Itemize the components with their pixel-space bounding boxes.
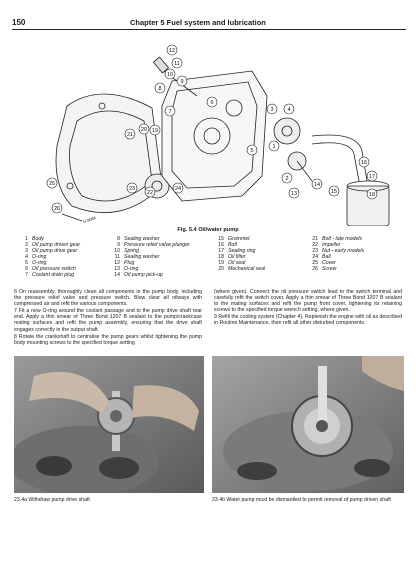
callout-3 — [267, 104, 277, 114]
legend-item: 13 O-ring — [114, 266, 139, 272]
callout-15 — [329, 186, 339, 196]
photo-caption-right: 23.4b Water pump must be dismantled to permit removal of pump driven shaft — [212, 497, 391, 503]
legend-item: 17 Sealing ring — [218, 248, 256, 254]
legend-column — [306, 236, 364, 272]
callout-12 — [167, 45, 177, 55]
callout-21 — [125, 129, 135, 139]
legend-item: 16 Bolt — [218, 242, 237, 248]
svg-text:26: 26 — [53, 206, 61, 212]
callout-2 — [282, 173, 292, 183]
paragraph: 7 Fit a new O-ring around the coolant passage and to the pump drive shaft rear end. Apply a thin smear of Three Bond 1207 B sealant to the pump/crankcase mating surfaces and refit the pump assembly, ensuring that the drive shaft engages correctly in the output shaft. — [14, 308, 202, 333]
legend-item: 11 Sealing washer — [114, 254, 160, 260]
callout-7 — [165, 106, 175, 116]
body-text-right — [214, 289, 402, 328]
svg-text:16: 16 — [360, 160, 368, 166]
legend-item: 6 Oil pressure switch — [25, 266, 76, 272]
svg-text:6: 6 — [210, 100, 214, 106]
svg-text:7: 7 — [168, 109, 172, 115]
svg-text:14: 14 — [313, 182, 321, 188]
legend-item: 23 Nut - early models — [312, 248, 365, 254]
photo-withdraw-shaft — [14, 356, 204, 493]
legend-item: 26 Screw — [312, 266, 337, 272]
paragraph: 8 Rotate the crankshaft to centralise the pump gears whilst tightening the pump body mounting screws to the specified torque setting — [14, 333, 202, 346]
svg-text:22: 22 — [146, 190, 154, 196]
legend-item: 4 O-ring — [25, 254, 47, 260]
callout-5 — [247, 145, 257, 155]
legend-item: 10 Spring — [114, 248, 139, 254]
exploded-diagram — [12, 36, 406, 226]
svg-text:24: 24 — [174, 186, 182, 192]
legend-item: 2 Oil pump driven gear — [25, 242, 81, 248]
callout-4 — [284, 104, 294, 114]
legend-column — [108, 236, 190, 278]
legend-item: 7 Coolant drain plug — [25, 272, 75, 278]
svg-text:19: 19 — [151, 128, 159, 134]
svg-text:12: 12 — [168, 48, 176, 54]
callout-17 — [367, 171, 377, 181]
callout-25 — [47, 178, 57, 188]
svg-text:9: 9 — [180, 79, 184, 85]
svg-text:3: 3 — [270, 107, 274, 113]
callout-9 — [177, 76, 187, 86]
diagram-stamp: H.8084 — [82, 215, 97, 225]
svg-text:5: 5 — [250, 148, 254, 154]
legend-item: 19 Oil seal — [218, 260, 246, 266]
svg-text:10: 10 — [166, 72, 174, 78]
callout-24 — [173, 183, 183, 193]
legend-item: 9 Pressure relief valve plunger — [117, 242, 190, 248]
svg-text:20: 20 — [140, 127, 148, 133]
callout-6 — [207, 97, 217, 107]
legend-item: 20 Mechanical seal — [218, 266, 266, 272]
callout-22 — [145, 187, 155, 197]
callout-10 — [165, 69, 175, 79]
callout-23 — [127, 183, 137, 193]
figure-caption: Fig. 5.4 Oil/water pump — [177, 227, 239, 233]
legend-column — [212, 236, 265, 272]
callout-18 — [367, 189, 377, 199]
callout-16 — [359, 157, 369, 167]
legend-item: 5 O-ring — [25, 260, 47, 266]
photo-water-pump — [212, 356, 404, 493]
chapter-title: Chapter 5 Fuel system and lubrication — [130, 18, 266, 27]
svg-text:2: 2 — [285, 176, 289, 182]
legend-item: 25 Cover — [312, 260, 336, 266]
callout-26 — [52, 203, 62, 213]
legend-item: 24 Ball — [312, 254, 331, 260]
legend-item: 15 Grommet — [218, 236, 250, 242]
photo-caption-left: 23.4a Withdraw pump drive shaft — [14, 497, 90, 503]
svg-text:8: 8 — [158, 86, 162, 92]
legend — [16, 236, 406, 281]
svg-text:15: 15 — [330, 189, 338, 195]
legend-item: 14 Oil pump pick-up — [114, 272, 163, 278]
legend-item: 21 Bolt - late models — [312, 236, 363, 242]
callout-20 — [139, 124, 149, 134]
paragraph: 6 On reassembly, thoroughly clean all components in the pump body, including the pressure relief valve and pressure switch. Blow clear all oilways with compressed air and refit the various components. — [14, 289, 202, 308]
callout-13 — [289, 188, 299, 198]
paragraph: 9 Refill the cooling system (Chapter 4). Replenish the engine with oil as described in Routine Maintenance, then refit all other disturbed components. — [214, 314, 402, 327]
legend-column — [16, 236, 80, 278]
legend-item: 3 Oil pump drive gear — [25, 248, 78, 254]
callout-8 — [155, 83, 165, 93]
svg-text:18: 18 — [368, 192, 376, 198]
legend-item: 18 Oil filter — [218, 254, 246, 260]
legend-item: 1 Body — [25, 236, 44, 242]
callout-19 — [150, 125, 160, 135]
header-rule — [12, 29, 406, 30]
callout-11 — [172, 58, 182, 68]
legend-item: 8 Sealing washer — [117, 236, 160, 242]
svg-text:11: 11 — [174, 61, 180, 67]
callout-1 — [269, 141, 279, 151]
svg-text:25: 25 — [48, 181, 56, 187]
legend-item: 22 Impeller — [312, 242, 341, 248]
svg-text:17: 17 — [368, 174, 376, 180]
callout-14 — [312, 179, 322, 189]
body-text-left — [14, 289, 202, 347]
page-number: 150 — [12, 18, 26, 27]
svg-text:13: 13 — [290, 191, 298, 197]
svg-text:21: 21 — [126, 132, 134, 138]
paragraph: (where given). Connect the oil pressure switch lead to the switch terminal and carefully refit the switch cover. Apply a thin smear of Three Bond 1207 B sealant to the mating surfaces and refit the pump front cover, tightening its retaining screws to the specified torque wrench setting, where given. — [214, 289, 402, 314]
svg-text:4: 4 — [287, 107, 291, 113]
svg-text:23: 23 — [128, 186, 136, 192]
legend-item: 12 Plug — [114, 260, 135, 266]
svg-text:1: 1 — [272, 144, 276, 150]
